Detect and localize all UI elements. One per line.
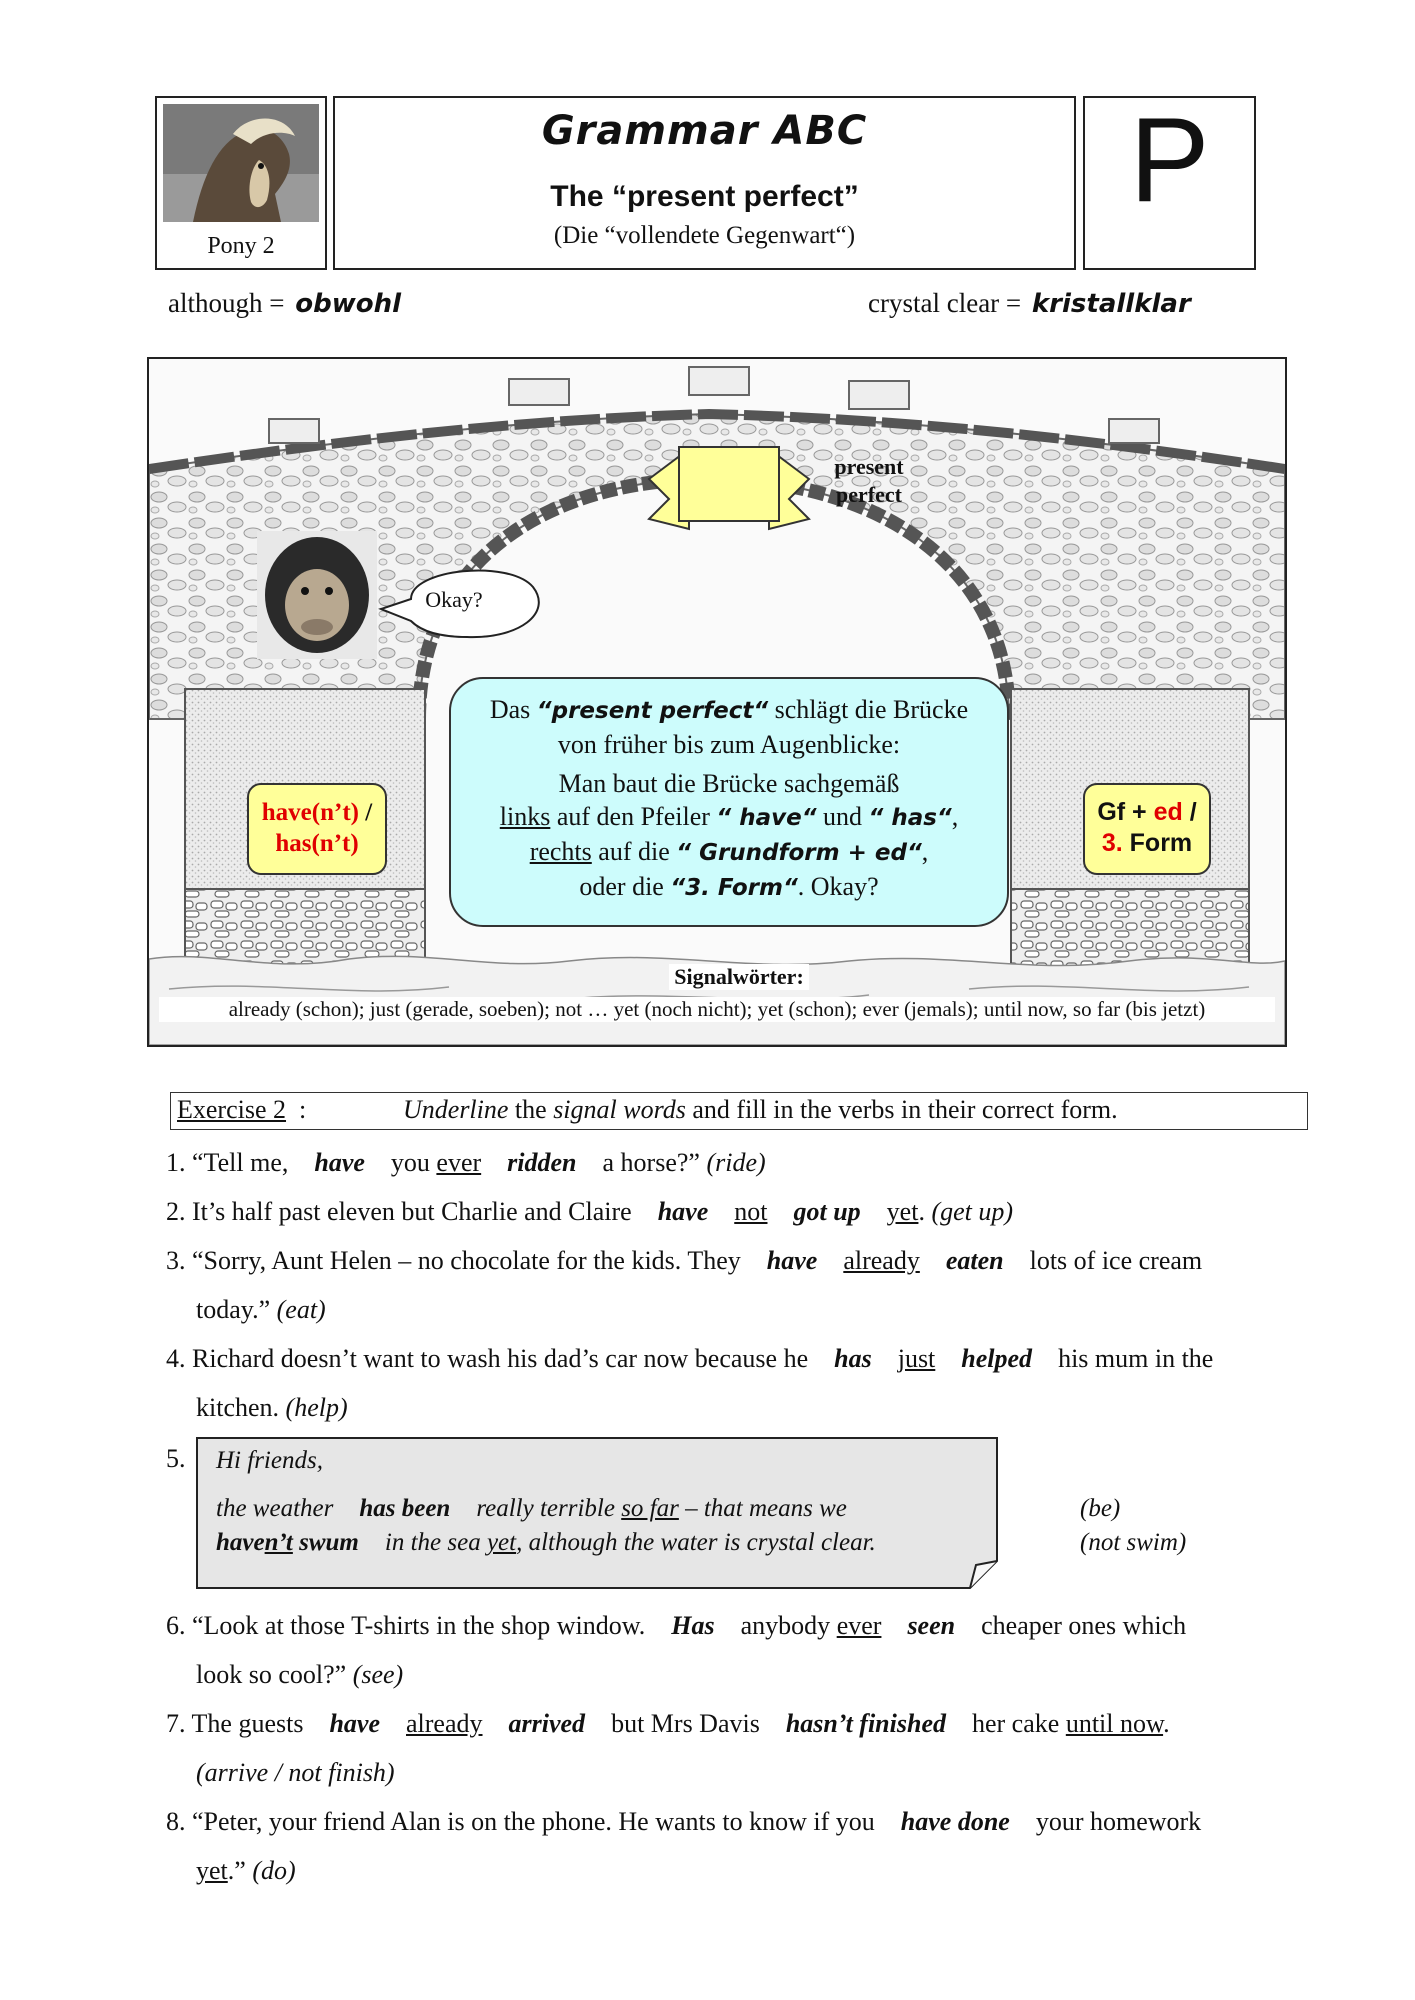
exercise-item-2: 2. It’s half past eleven but Charlie and Claire have not got up yet. (get up) [166,1197,1014,1226]
answer: have [329,1709,380,1738]
pillar-text: / [359,799,373,826]
answer: has been [359,1495,451,1522]
exercise-colon: : [299,1095,307,1124]
rule-text: links [499,802,551,831]
vocab-although [168,288,401,319]
verb-hint: (not swim) [1080,1529,1187,1556]
rule-text: und [816,802,869,831]
exercise-item-5-number: 5. [166,1444,186,1473]
verb-hint: (see) [352,1660,404,1689]
pillar-text: 3. [1101,829,1123,857]
rule-keyword: “present perfect“ [536,698,769,724]
rule-keyword: “ has“ [868,805,952,831]
photo-box [155,96,327,270]
rule-text: oder die [579,872,671,901]
answer: ridden [507,1148,577,1177]
signal-words-heading: Signalwörter: [669,964,809,990]
rule-line [451,870,1007,905]
signal-word: just [897,1344,936,1373]
pony-photo-icon [163,104,319,222]
exercise-item-4: 4. Richard doesn’t want to wash his dad’s car now because he has just helped his mum in the [166,1344,1214,1373]
pillar-text: has(n’t) [275,830,359,857]
bridge-panel [147,357,1287,1047]
rule-keyword: “ Grundform + ed“ [676,840,922,866]
letter-box [1083,93,1256,270]
answer: have [766,1246,818,1275]
signal-word: yet [486,1529,517,1556]
exercise-item-7: 7. The guests have already arrived but Mrs Davis hasn’t finished her cake until now. [166,1709,1170,1738]
exercise-item-8-cont: yet.” (do) [196,1856,296,1885]
signal-word: already [843,1246,920,1275]
pillar-text: / [1182,798,1197,826]
postcard-line-1: the weather has been really terrible so far – that means we [216,1495,847,1522]
signal-word: yet [886,1197,919,1226]
rule-text: , [951,802,959,831]
pillar-text: ed [1153,798,1183,826]
answer: got up [793,1197,861,1226]
answer: hasn’t finished [785,1709,946,1738]
answer: has [834,1344,872,1373]
rule-text: rechts [529,837,592,866]
banner-line: perfect [836,482,902,507]
pillar-text: Form [1122,829,1193,857]
right-pillar-label [1083,783,1211,875]
page-title: Grammar ABC [541,108,868,154]
verb-hint: (get up) [931,1197,1014,1226]
verb-hint: (do) [252,1856,296,1885]
rule-line [451,835,1007,870]
verb-hint: (help) [285,1393,348,1422]
answer: have done [900,1807,1010,1836]
vocab-english: crystal clear = [868,288,1022,318]
signal-word: already [406,1709,483,1738]
signal-word: until now [1065,1709,1164,1738]
exercise-item-6-cont: look so cool?” (see) [196,1660,404,1689]
present-perfect-banner [824,453,914,509]
postcard [196,1437,998,1589]
exercise-label: Exercise 2 [177,1095,287,1124]
verb-hint: (arrive / not finish) [196,1758,395,1787]
rule-line [451,693,1007,728]
verb-hint: (be) [1080,1495,1121,1522]
rule-text: auf den Pfeiler [550,802,717,831]
exercise-instruction: Underline the signal words and fill in the verbs in their correct form. [403,1095,1118,1124]
vocab-german: kristallklar [1031,289,1191,319]
page-subtitle: The “present perfect” [550,180,859,213]
exercise-item-3: 3. “Sorry, Aunt Helen – no chocolate for the kids. They have already eaten lots of ice cream [166,1246,1203,1275]
exercise-item-6: 6. “Look at those T-shirts in the shop window. Has anybody ever seen cheaper ones which [166,1611,1187,1640]
rule-text: . Okay? [797,872,879,901]
rule-line: Man baut die Brücke sachgemäß [558,769,900,798]
rule-line: von früher bis zum Augenblicke: [557,730,901,759]
exercise-item-3-cont: today.” (eat) [196,1295,326,1324]
postcard-greeting: Hi friends, [216,1447,323,1474]
title-box [333,96,1076,270]
pillar-text: have(n’t) [261,799,359,826]
answer: seen [907,1611,956,1640]
exercise-header [170,1092,1308,1130]
verb-hint: (eat) [276,1295,326,1324]
pillar-text: Gf + [1097,798,1154,826]
answer: helped [961,1344,1033,1373]
answer: have [314,1148,365,1177]
verb-hint: (ride) [706,1148,766,1177]
rule-line [451,800,1007,835]
signal-word: so far [621,1495,679,1522]
postcard-line-2: haven’t swum in the sea yet, although the water is crystal clear. [216,1529,876,1556]
rule-text: auf die [591,837,677,866]
exercise-item-1: 1. “Tell me, have you ever ridden a horse?” (ride) [166,1148,766,1177]
signal-word: yet [196,1856,228,1885]
answer: Has [671,1611,715,1640]
vocab-german: obwohl [295,289,401,319]
answer: have [657,1197,709,1226]
speech-bubble-text: Okay? [425,587,483,612]
rule-text: schlägt die Brücke [768,695,969,724]
vocab-crystal-clear [868,288,1191,319]
answer: eaten [945,1246,1004,1275]
exercise-item-8: 8. “Peter, your friend Alan is on the phone. He wants to know if you have done your homework [166,1807,1202,1836]
rule-text: Das [489,695,537,724]
rule-keyword: “ have“ [716,805,817,831]
exercise-item-4-cont: kitchen. (help) [196,1393,348,1422]
rule-text: , [921,837,929,866]
signal-word: ever [836,1611,882,1640]
page-subtitle-german: (Die “vollendete Gegenwart“) [553,222,856,249]
left-pillar-label [247,783,387,875]
signal-word: ever [436,1148,482,1177]
answer: haven’t swum [216,1529,359,1556]
vocab-english: although = [168,288,285,318]
banner-line: present [834,454,904,479]
rule-box [449,677,1009,927]
rule-keyword: “3. Form“ [670,875,798,901]
photo-caption: Pony 2 [207,233,275,259]
signal-words-list: already (schon); just (gerade, soeben); not … yet (noch nicht); yet (schon); ever (jemals); until now, so far (bis jetzt) [159,997,1275,1022]
chapter-letter: P [1129,93,1210,227]
answer: arrived [508,1709,586,1738]
signal-word: not [734,1197,768,1226]
